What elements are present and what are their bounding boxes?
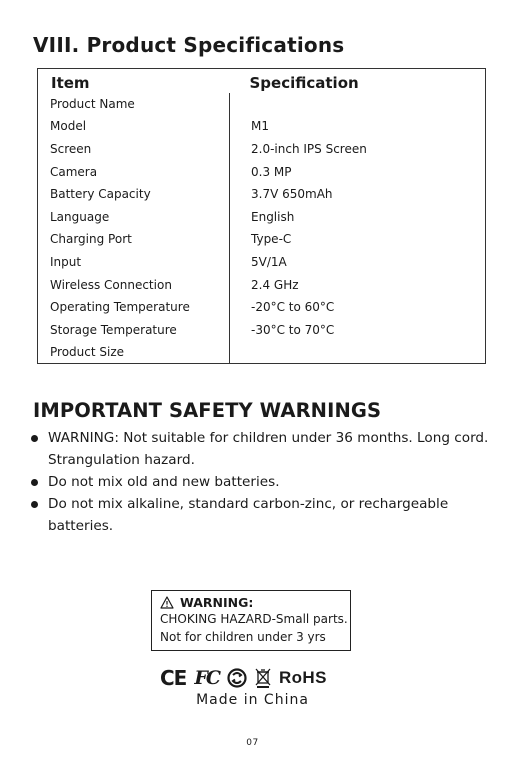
table-row xyxy=(38,183,486,206)
item-cell: Screen xyxy=(38,138,230,161)
item-cell: Language xyxy=(38,205,230,228)
header-specification: Specification xyxy=(249,73,359,92)
spec-cell: 2.4 GHz xyxy=(251,277,299,292)
spec-cell: Type-C xyxy=(251,232,292,247)
spec-cell xyxy=(230,93,486,116)
spec-cell: 3.7V 650mAh xyxy=(251,187,333,202)
table-row xyxy=(38,318,486,341)
weee-bin-icon xyxy=(255,668,271,688)
rohs-mark-icon: RoHS xyxy=(278,668,327,687)
list-item: Do not mix old and new batteries. xyxy=(30,471,490,493)
table-header-row xyxy=(38,69,486,93)
spec-cell: -30°C to 70°C xyxy=(251,322,335,337)
item-cell: Battery Capacity xyxy=(38,183,230,206)
choking-hazard-box xyxy=(151,590,351,651)
item-cell: Product Size xyxy=(38,341,230,364)
certification-marks xyxy=(160,665,340,691)
spec-cell: M1 xyxy=(251,119,269,134)
fc-mark-icon: FC xyxy=(194,667,219,689)
list-item: WARNING: Not suitable for children under 36 months. Long cord. Strangulation hazard. xyxy=(30,427,490,471)
item-cell: Operating Temperature xyxy=(38,296,230,319)
table-row xyxy=(38,205,486,228)
table-row xyxy=(38,138,486,161)
list-item: Do not mix alkaline, standard carbon-zinc, or rechargeable batteries. xyxy=(30,493,490,537)
safety-warnings-list xyxy=(30,427,490,537)
item-cell: Storage Temperature xyxy=(38,318,230,341)
item-cell: Charging Port xyxy=(38,228,230,251)
choking-heading-text: WARNING: xyxy=(180,595,254,610)
recycle-mark-icon xyxy=(227,668,247,688)
safety-warnings-title: IMPORTANT SAFETY WARNINGS xyxy=(33,399,382,422)
choking-line-1: CHOKING HAZARD-Small parts. xyxy=(160,612,348,626)
choking-heading xyxy=(160,595,350,610)
item-cell: Wireless Connection xyxy=(38,273,230,296)
table-row xyxy=(38,251,486,274)
table-row xyxy=(38,93,486,116)
choking-line-2: Not for children under 3 yrs xyxy=(160,630,326,644)
spec-cell: 0.3 MP xyxy=(251,164,292,179)
spec-cell: English xyxy=(251,209,295,224)
spec-cell: 2.0-inch IPS Screen xyxy=(251,141,367,156)
page-number: 07 xyxy=(246,738,259,748)
spec-cell: -20°C to 60°C xyxy=(251,300,335,315)
item-cell: Input xyxy=(38,251,230,274)
item-cell: Model xyxy=(38,115,230,138)
table-row xyxy=(38,160,486,183)
item-cell: Product Name xyxy=(38,93,230,116)
spec-table xyxy=(37,68,486,364)
table-row xyxy=(38,115,486,138)
table-row xyxy=(38,228,486,251)
table-row xyxy=(38,341,486,364)
ce-mark-icon: CE xyxy=(160,666,187,690)
table-row xyxy=(38,273,486,296)
item-cell: Camera xyxy=(38,160,230,183)
table-row xyxy=(38,296,486,319)
spec-cell: 5V/1A xyxy=(251,254,287,269)
warning-triangle-icon xyxy=(160,596,174,609)
spec-cell xyxy=(230,341,486,364)
section-title: VIII. Product Specifications xyxy=(33,33,345,57)
made-in-label: Made in China xyxy=(196,692,309,708)
header-item: Item xyxy=(51,73,90,92)
